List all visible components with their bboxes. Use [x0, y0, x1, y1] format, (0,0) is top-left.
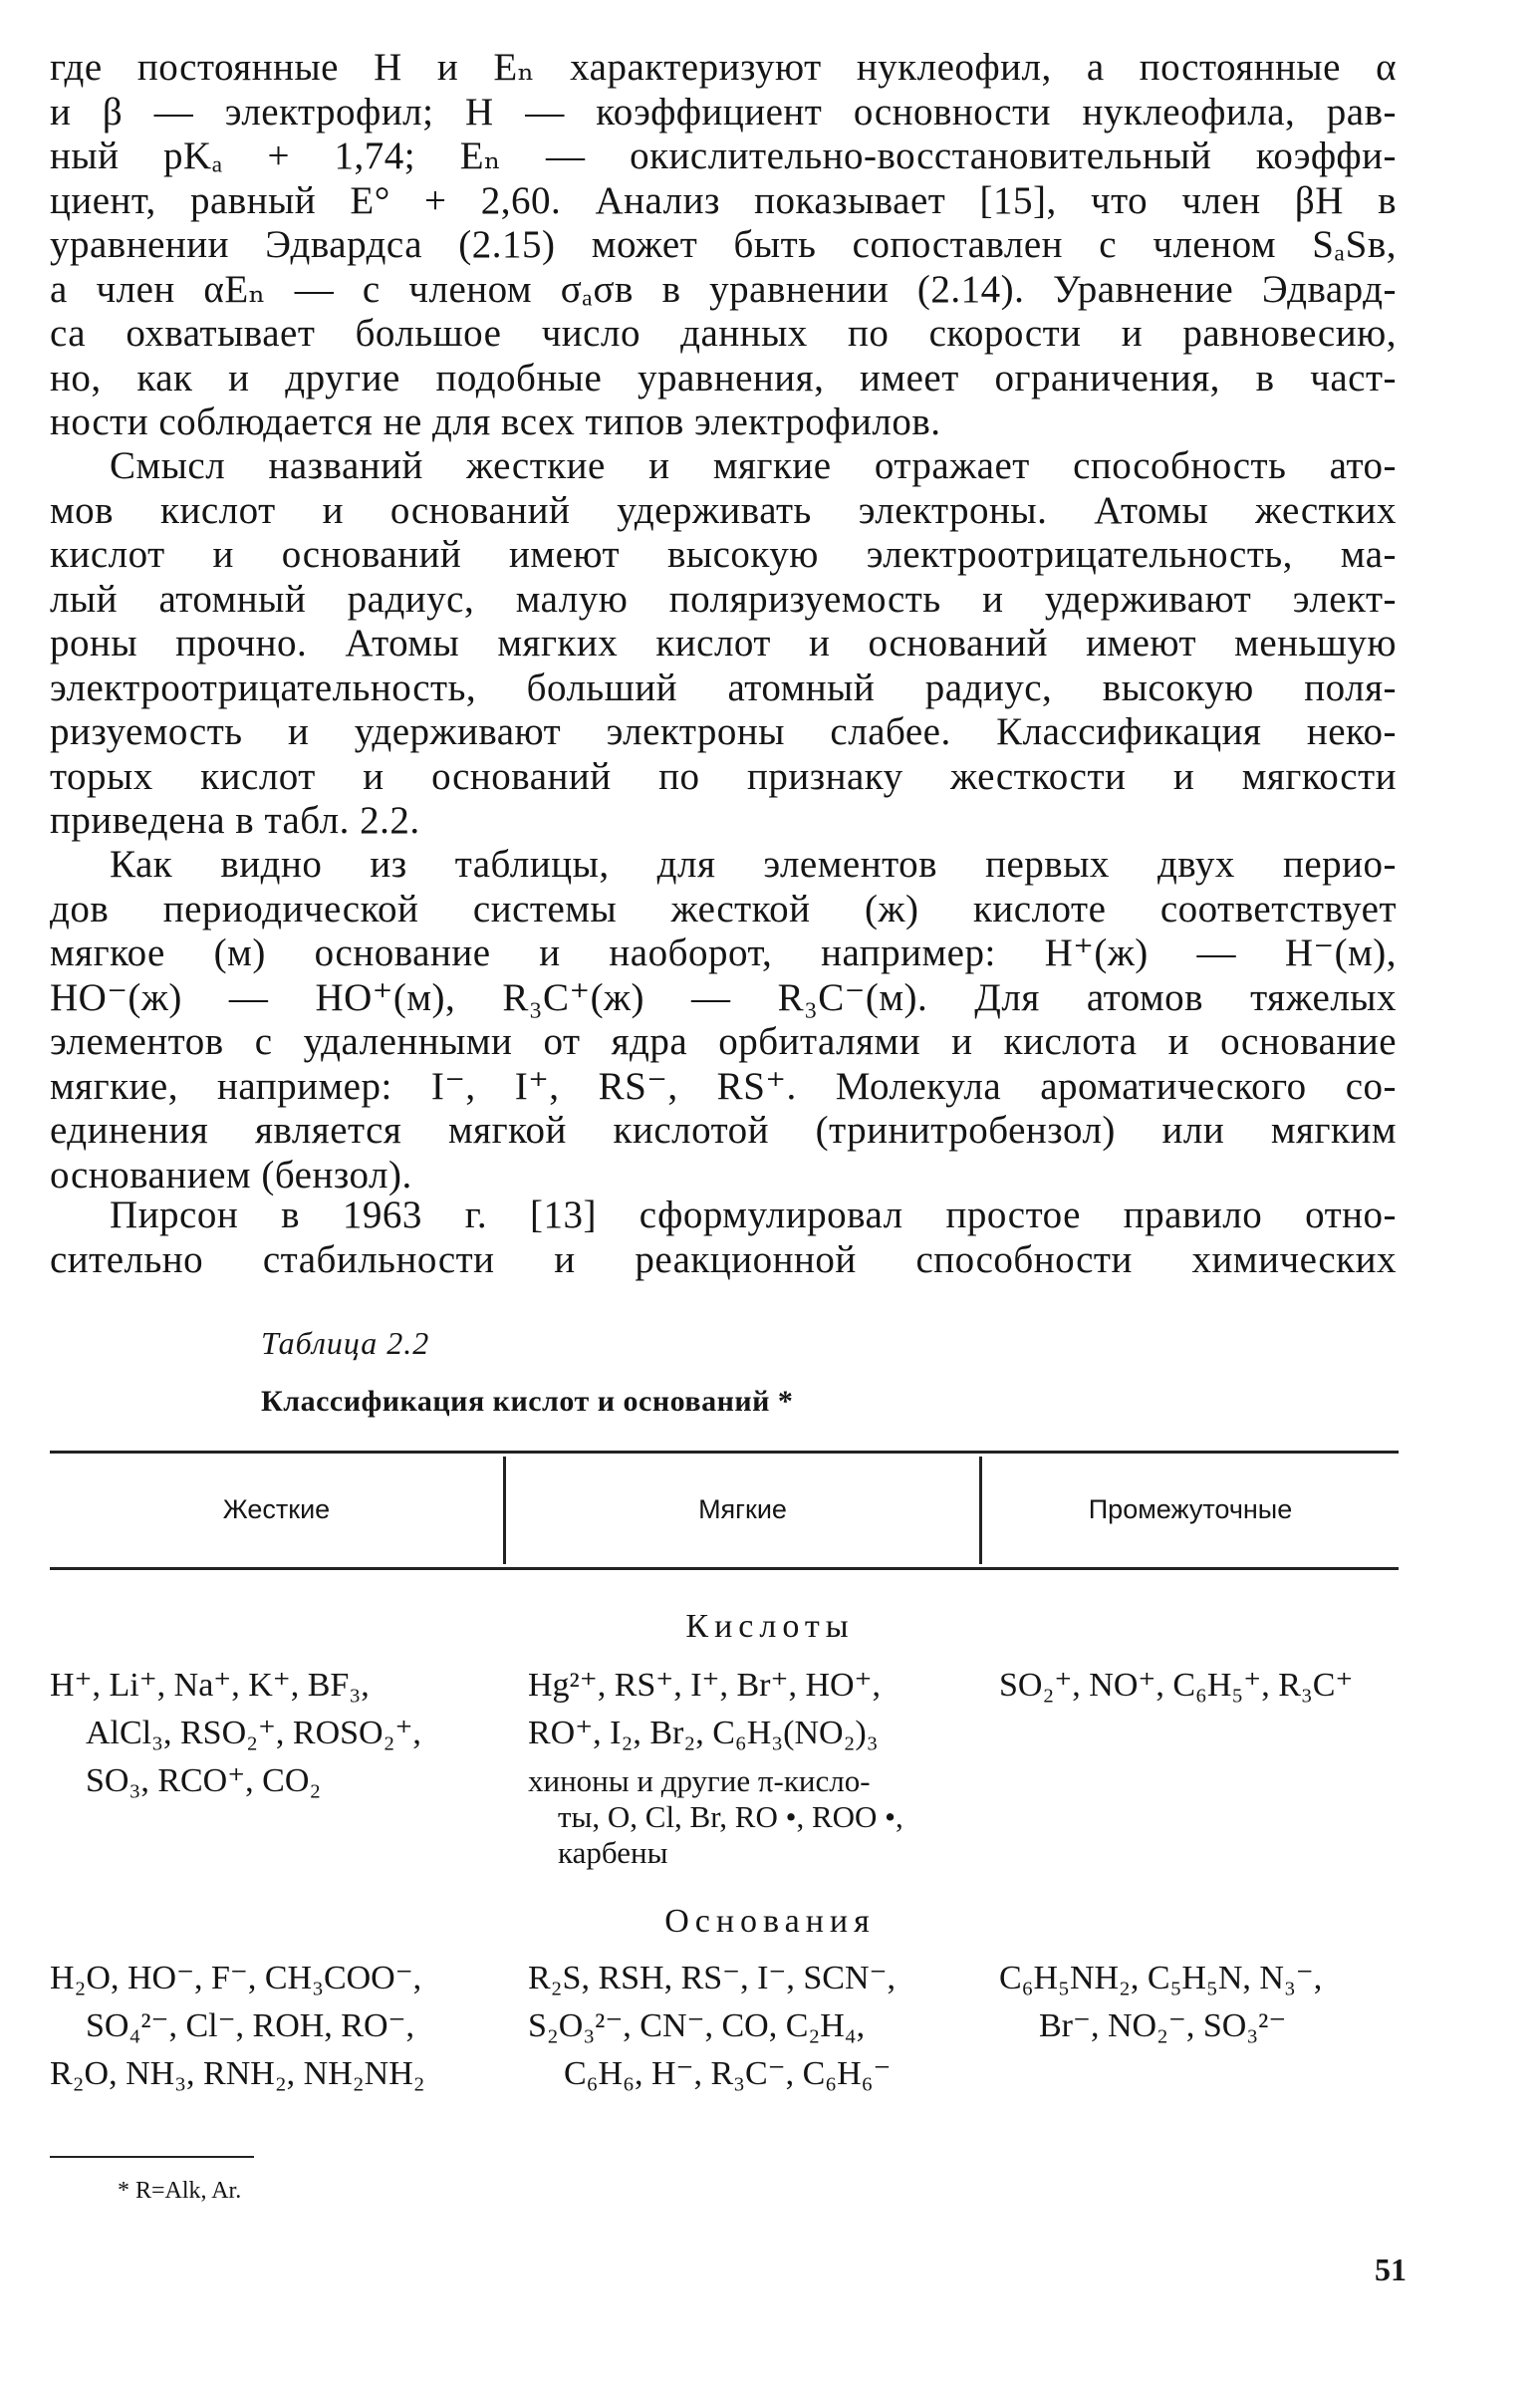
- cell-line: SO₃, RCO⁺, CO₂: [86, 1762, 322, 1799]
- cell-line: C₆H₆, H⁻, R₃C⁻, C₆H₆⁻: [564, 2055, 892, 2092]
- cell-line: Br⁻, NO₂⁻, SO₃²⁻: [1039, 2007, 1287, 2044]
- paragraph-2: [50, 444, 1397, 844]
- text-line: ризуемость и удерживают электроны слабее. Классификация неко-: [50, 710, 1397, 753]
- bases-intermediate-cell: [999, 1955, 1322, 2050]
- column-header-intermediate: Промежуточные: [1088, 1494, 1293, 1524]
- bases-soft-cell: [528, 1955, 896, 2098]
- paragraph-4: [50, 1194, 1397, 1282]
- cell-line: карбены: [558, 1835, 668, 1870]
- acids-intermediate-cell: [999, 1662, 1353, 1710]
- cell-line: H⁺, Li⁺, Na⁺, K⁺, BF₃,: [50, 1667, 370, 1704]
- bases-hard-cell: [50, 1955, 425, 2098]
- table-header-rule: [50, 1567, 1399, 1570]
- text-line: мягкое (м) основание и наоборот, например: H⁺(ж) — H⁻(м),: [50, 931, 1397, 974]
- text-line: основанием (бензол).: [50, 1153, 412, 1196]
- text-line: но, как и другие подобные уравнения, имеет ограничения, в част-: [50, 356, 1397, 399]
- text-line: элементов с удаленными от ядра орбиталями и кислота и основание: [50, 1020, 1397, 1063]
- table-footnote: * R=Alk, Ar.: [118, 2178, 242, 2204]
- text-line: где постоянные H и Eₙ характеризуют нуклеофил, а постоянные α: [50, 46, 1397, 89]
- cell-line: SO₄²⁻, Cl⁻, ROH, RO⁻,: [86, 2007, 414, 2044]
- paragraph-1: [50, 46, 1397, 445]
- column-header-hard: Жесткие: [222, 1494, 331, 1524]
- text-line: а член αEₙ — с членом σₐσв в уравнении (2.14). Уравнение Эдвард-: [50, 267, 1397, 311]
- text-line: мов кислот и оснований удерживать электроны. Атомы жестких: [50, 488, 1397, 532]
- section-acids: Кислоты: [685, 1608, 855, 1645]
- section-bases: Основания: [664, 1903, 876, 1940]
- text-line: дов периодической системы жесткой (ж) кислоте соответствует: [50, 887, 1397, 930]
- column-header-soft: Мягкие: [698, 1494, 787, 1524]
- cell-line: AlCl₃, RSO₂⁺, ROSO₂⁺,: [86, 1715, 421, 1751]
- text-line: Как видно из таблицы, для элементов первых двух перио-: [110, 843, 1397, 886]
- footnote-rule: [50, 2156, 254, 2158]
- text-line: единения является мягкой кислотой (тринитробензол) или мягким: [50, 1109, 1397, 1152]
- table-title: Классификация кислот и оснований *: [261, 1385, 794, 1418]
- acids-soft-cell-continued: [528, 1763, 903, 1871]
- table-top-rule: [50, 1451, 1399, 1454]
- cell-line: S₂O₃²⁻, CN⁻, CO, C₂H₄,: [528, 2007, 866, 2044]
- text-line: HO⁻(ж) — HO⁺(м), R₃C⁺(ж) — R₃C⁻(м). Для атомов тяжелых: [50, 975, 1397, 1019]
- text-line: электроотрицательность, больший атомный радиус, высокую поля-: [50, 665, 1397, 709]
- text-line: торых кислот и оснований по признаку жесткости и мягкости: [50, 754, 1397, 798]
- text-line: кислот и оснований имеют высокую электроотрицательность, ма-: [50, 533, 1397, 576]
- cell-line: ты, O, Cl, Br, RO •, ROO •,: [558, 1799, 903, 1834]
- table-number: Таблица 2.2: [261, 1325, 430, 1361]
- paragraph-3: [50, 843, 1397, 1197]
- text-line: приведена в табл. 2.2.: [50, 799, 420, 842]
- cell-line: H₂O, HO⁻, F⁻, CH₃COO⁻,: [50, 1960, 422, 1996]
- cell-line: хиноны и другие π-кисло-: [528, 1763, 871, 1798]
- text-line: ный pKₐ + 1,74; Eₙ — окислительно-восстановительный коэффи-: [50, 134, 1397, 177]
- cell-line: RO⁺, I₂, Br₂, C₆H₃(NO₂)₃: [528, 1715, 879, 1751]
- text-line: са охватывает большое число данных по скорости и равновесию,: [50, 312, 1397, 355]
- text-line: и β — электрофил; H — коэффициент основности нуклеофила, рав-: [50, 90, 1397, 133]
- cell-line: R₂S, RSH, RS⁻, I⁻, SCN⁻,: [528, 1960, 896, 1996]
- text-line: ности соблюдается не для всех типов электрофилов.: [50, 400, 941, 443]
- cell-line: C₆H₅NH₂, C₅H₅N, N₃⁻,: [999, 1960, 1323, 1996]
- cell-line: SO₂⁺, NO⁺, C₆H₅⁺, R₃C⁺: [999, 1667, 1354, 1704]
- cell-line: R₂O, NH₃, RNH₂, NH₂NH₂: [50, 2055, 425, 2092]
- page-number: 51: [1375, 2252, 1407, 2287]
- text-line: Пирсон в 1963 г. [13] сформулировал простое правило отно-: [110, 1194, 1397, 1236]
- text-line: уравнении Эдвардса (2.15) может быть сопоставлен с членом SₐSв,: [50, 223, 1397, 266]
- text-line: лый атомный радиус, малую поляризуемость и удерживают элект-: [50, 577, 1397, 621]
- text-line: Смысл названий жесткие и мягкие отражает способность ато-: [110, 444, 1397, 487]
- text-line: сительно стабильности и реакционной способности химических: [50, 1237, 1397, 1281]
- cell-line: Hg²⁺, RS⁺, I⁺, Br⁺, HO⁺,: [528, 1667, 881, 1704]
- acids-soft-cell: [528, 1662, 881, 1757]
- text-line: циент, равный E° + 2,60. Анализ показывает [15], что член βH в: [50, 178, 1397, 222]
- text-line: мягкие, например: I⁻, I⁺, RS⁻, RS⁺. Молекула ароматического со-: [50, 1064, 1397, 1108]
- acids-hard-cell: [50, 1662, 421, 1805]
- text-line: роны прочно. Атомы мягких кислот и оснований имеют меньшую: [50, 622, 1397, 664]
